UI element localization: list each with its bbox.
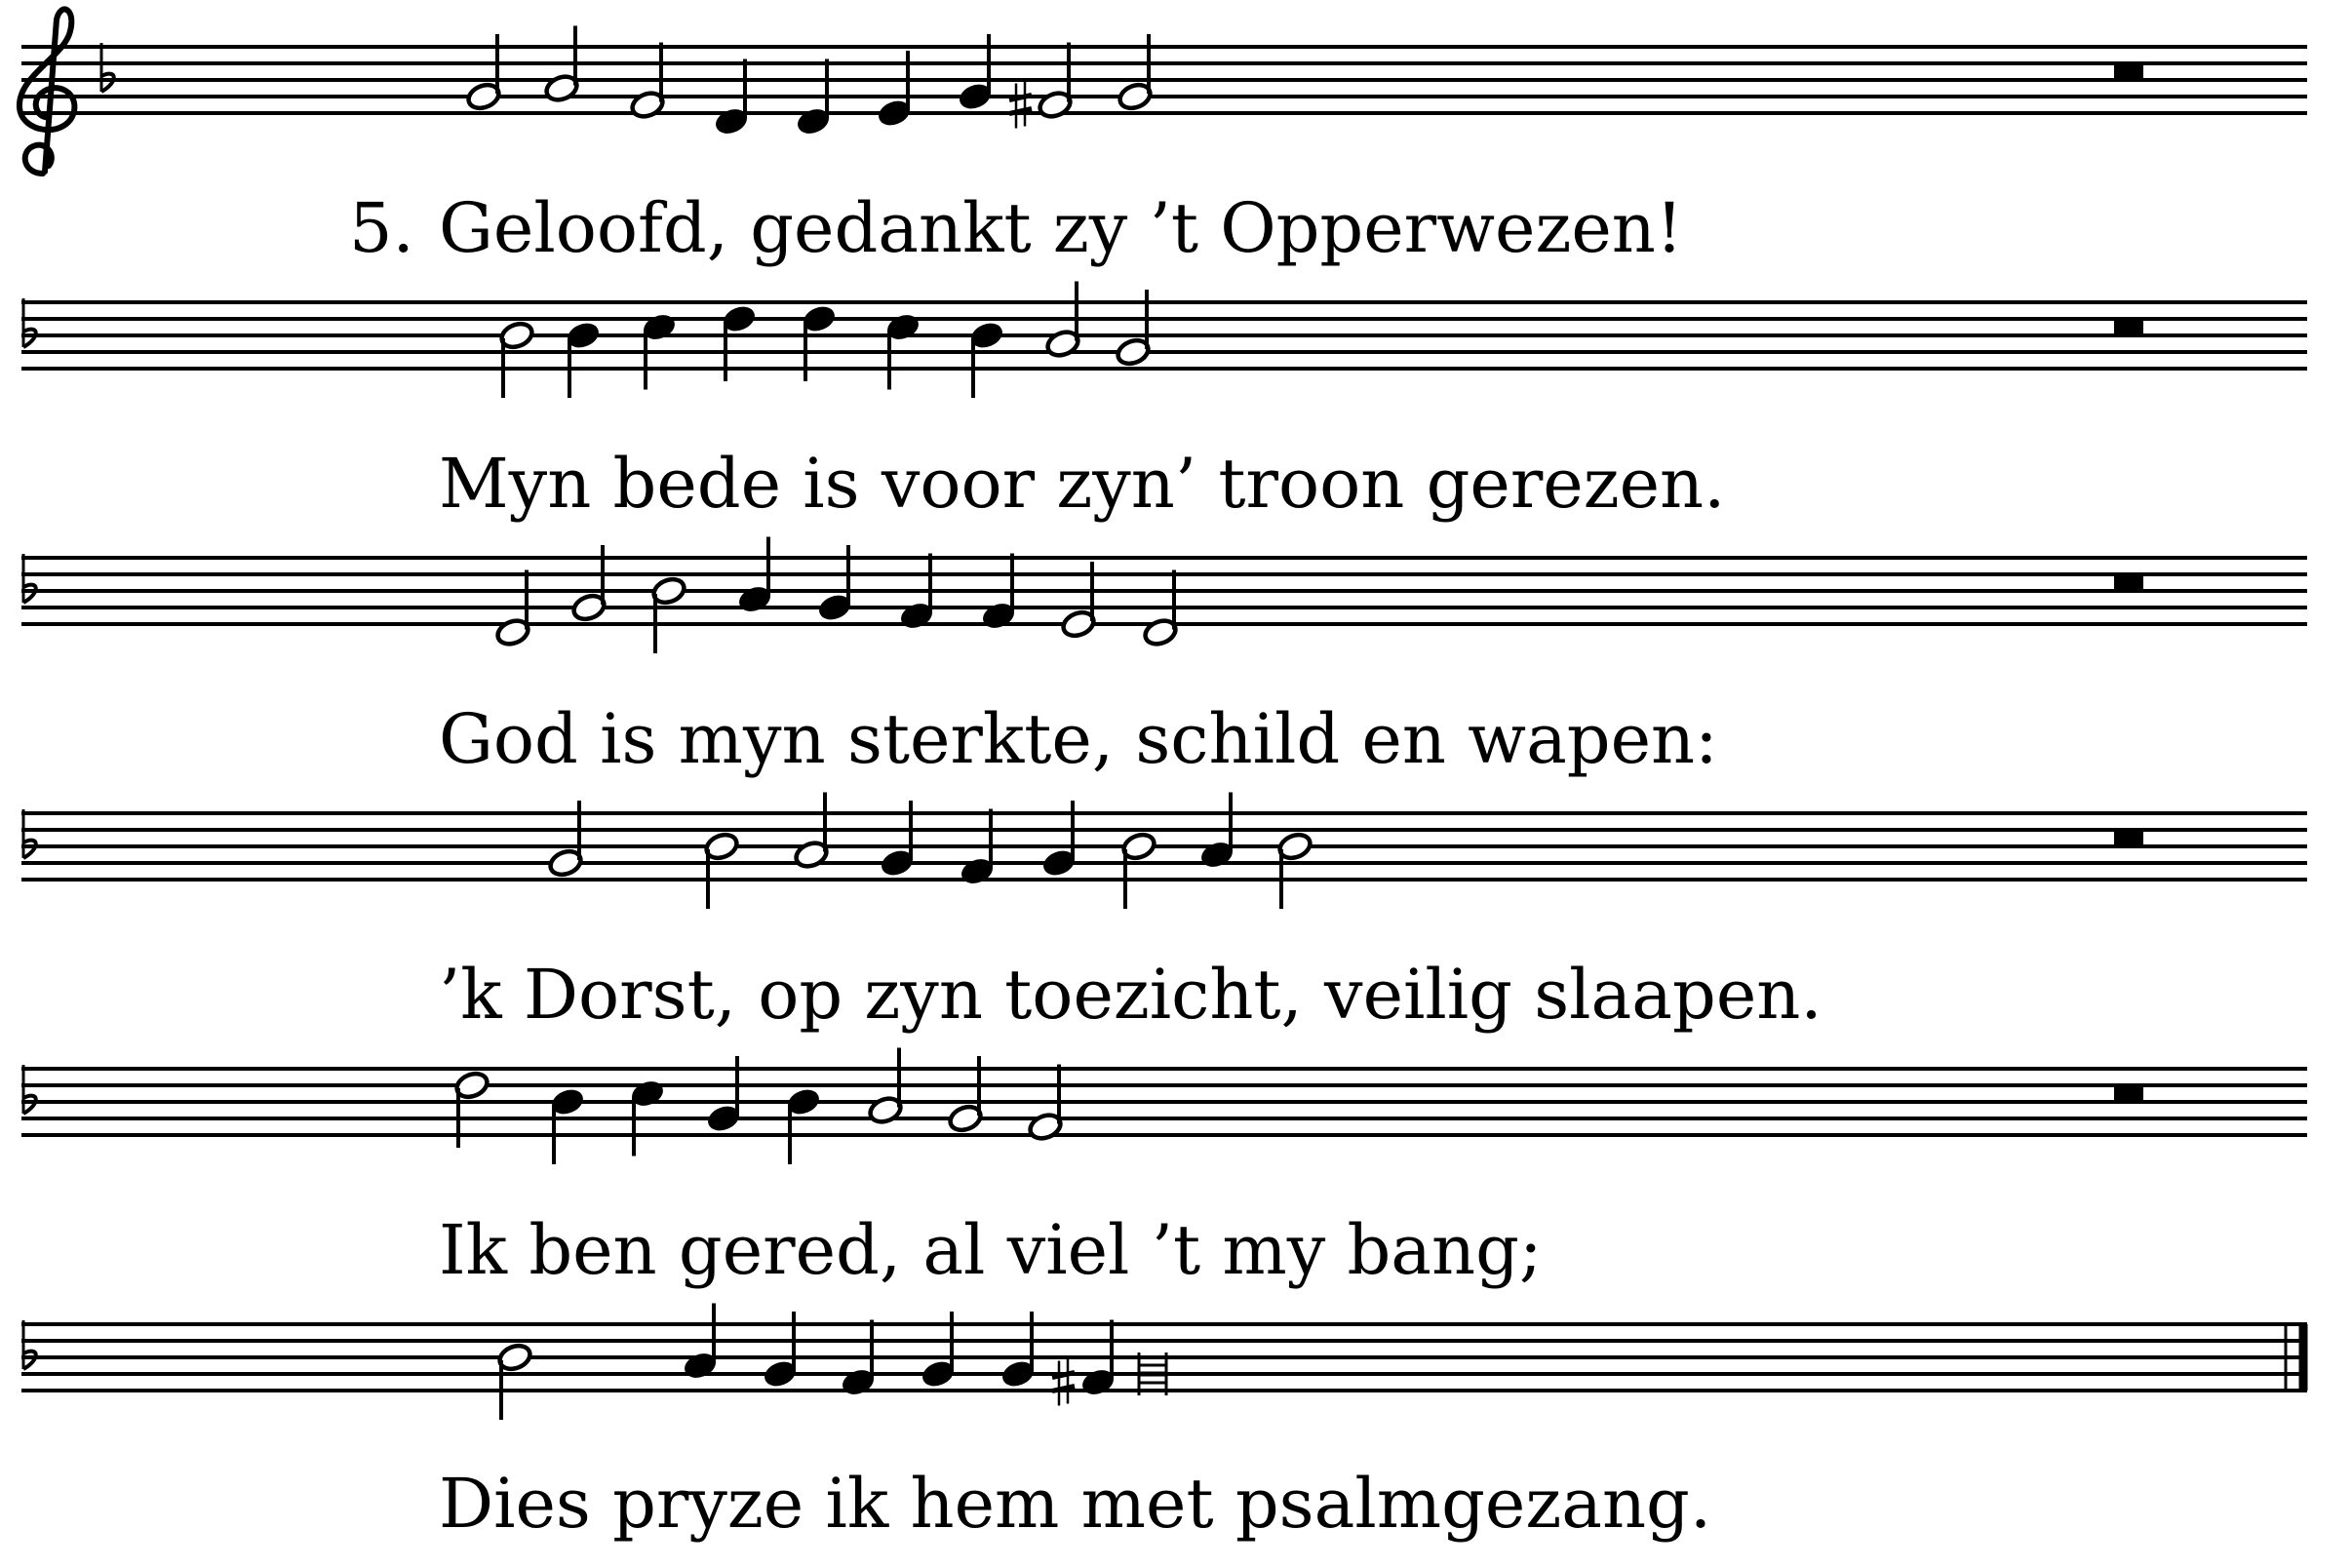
whole-rest-icon xyxy=(2114,65,2143,78)
lyric-line: Ik ben gered, al viel ’t my bang; xyxy=(439,1210,1543,1290)
note xyxy=(785,1086,822,1164)
treble-clef-icon xyxy=(20,10,74,174)
lyric-line: Dies pryze ik hem met psalmgezang. xyxy=(439,1464,1712,1544)
staff-system xyxy=(20,10,2307,268)
note xyxy=(1276,831,1313,909)
verse-number: 5. xyxy=(349,188,414,268)
staff-system xyxy=(21,793,2307,1036)
sharp-accidental-icon xyxy=(1009,82,1032,129)
whole-rest-icon xyxy=(2114,832,2143,844)
key-signature-flat-icon xyxy=(23,841,36,858)
staff-system xyxy=(21,1304,2307,1545)
key-signature-flat-icon xyxy=(23,1096,36,1114)
key-signature-flat-icon xyxy=(101,74,114,92)
staff-system xyxy=(21,282,2307,525)
note xyxy=(496,1342,533,1420)
lyric-line: Geloofd, gedankt zy ’t Opperwezen! xyxy=(439,188,1683,268)
key-signature-flat-icon xyxy=(23,330,36,347)
note xyxy=(703,831,740,909)
staff-system xyxy=(21,537,2307,780)
whole-rest-icon xyxy=(2114,576,2143,589)
note xyxy=(1009,43,1074,129)
sharp-accidental-icon xyxy=(1052,1359,1075,1406)
note xyxy=(1120,831,1157,909)
note xyxy=(968,320,1005,398)
note xyxy=(498,320,535,398)
staff-system xyxy=(21,1048,2307,1291)
key-signature-flat-icon xyxy=(23,1352,36,1369)
whole-rest-icon xyxy=(2114,1087,2143,1100)
note xyxy=(650,575,687,653)
whole-rest-icon xyxy=(2114,321,2143,333)
lyric-line: ’k Dorst, op zyn toezicht, veilig slaapen. xyxy=(439,955,1823,1035)
key-signature-flat-icon xyxy=(23,585,36,603)
note xyxy=(549,1086,586,1164)
note xyxy=(1052,1320,1117,1406)
lyric-line: God is myn sterkte, schild en wapen: xyxy=(439,699,1718,779)
lyric-line: Myn bede is voor zyn’ troon gerezen. xyxy=(439,444,1726,524)
note xyxy=(565,320,602,398)
